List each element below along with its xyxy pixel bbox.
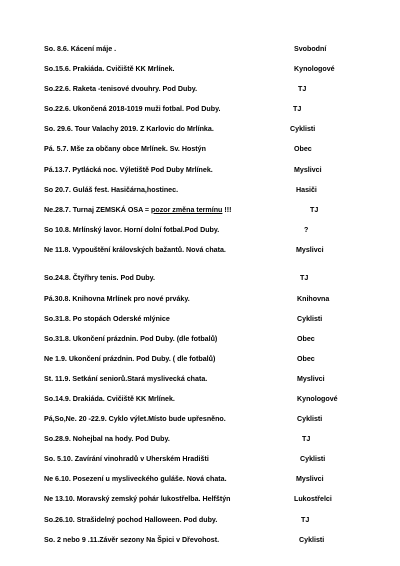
event-row xyxy=(44,433,384,445)
event-row xyxy=(44,43,384,55)
event-text: Ne 13.10. Moravský zemský pohár lukostřelba. Helfštýn xyxy=(44,495,231,504)
event-row xyxy=(44,293,384,305)
event-organizer: Cyklisti xyxy=(299,535,325,544)
event-organizer: ? xyxy=(304,225,309,234)
event-row xyxy=(44,103,384,115)
event-organizer: Lukostřelci xyxy=(294,495,332,504)
event-row xyxy=(44,224,384,236)
event-organizer: Cyklisti xyxy=(297,314,323,323)
event-row xyxy=(44,63,384,75)
event-text: So.22.6. Ukončená 2018-1019 muži fotbal. Pod Duby. xyxy=(44,105,221,114)
event-text: St. 11.9. Setkání seniorů.Stará myslivecká chata. xyxy=(44,374,208,383)
event-text: So. 5.10. Zavírání vinohradů v Uherském Hradišti xyxy=(44,455,209,464)
event-row xyxy=(44,204,384,216)
event-row xyxy=(44,164,384,176)
event-row xyxy=(44,143,384,155)
event-organizer: TJ xyxy=(298,85,307,94)
event-row xyxy=(44,393,384,405)
event-organizer: Myslivci xyxy=(296,245,324,254)
event-organizer: TJ xyxy=(293,105,302,114)
event-row xyxy=(44,83,384,95)
event-text: So 20.7. Guláš fest. Hasičárna,hostinec. xyxy=(44,185,179,194)
event-row xyxy=(44,413,384,425)
event-row xyxy=(44,353,384,365)
event-row xyxy=(44,123,384,135)
event-organizer: Obec xyxy=(297,334,315,343)
event-organizer: Myslivci xyxy=(297,374,325,383)
event-text-part: !!! xyxy=(222,205,232,214)
event-organizer: TJ xyxy=(302,435,311,444)
events-list xyxy=(44,43,384,554)
event-text: Ne 1.9. Ukončení prázdnin. Pod Duby. ( dle fotbalů) xyxy=(44,354,216,363)
event-row xyxy=(44,514,384,526)
event-text: Pá.30.8. Knihovna Mrlínek pro nové prváky. xyxy=(44,294,190,303)
event-text: So. 8.6. Kácení máje . xyxy=(44,45,117,53)
event-organizer: Kynologové xyxy=(297,395,338,403)
event-organizer: Obec xyxy=(294,145,312,154)
event-organizer: TJ xyxy=(300,274,309,283)
event-organizer: TJ xyxy=(301,515,310,524)
event-text: Pá,So,Ne. 20 -22.9. Cyklo výlet.Místo bude upřesněno. xyxy=(44,415,226,424)
event-organizer: Obec xyxy=(297,354,315,363)
event-row xyxy=(44,453,384,465)
event-text: Pá.13.7. Pytlácká noc. Výletiště Pod Duby Mrlínek. xyxy=(44,165,213,174)
event-row xyxy=(44,333,384,345)
event-organizer: Myslivci xyxy=(294,165,322,174)
event-organizer: Knihovna xyxy=(297,294,330,303)
event-text: So.28.9. Nohejbal na hody. Pod Duby. xyxy=(44,435,170,444)
event-organizer: Kynologové xyxy=(294,65,335,74)
event-text: Ne 11.8. Vypouštění královských bažantů. Nová chata. xyxy=(44,245,226,254)
event-text-part: Ne.28.7. Turnaj ZEMSKÁ OSA = xyxy=(44,205,152,214)
event-text xyxy=(44,204,231,216)
event-row xyxy=(44,473,384,485)
event-organizer: Svobodní xyxy=(294,45,327,53)
event-organizer: Myslivci xyxy=(296,475,324,484)
event-text: So.31.8. Po stopách Oderské mlýnice xyxy=(44,314,170,323)
event-row xyxy=(44,272,384,284)
event-row xyxy=(44,493,384,505)
event-row xyxy=(44,534,384,546)
event-text: So. 2 nebo 9 .11.Závěr sezony Na Špici v Dřevohost. xyxy=(44,535,220,544)
event-row xyxy=(44,184,384,196)
event-text: So.22.6. Raketa -tenisové dvouhry. Pod Duby. xyxy=(44,85,198,94)
event-organizer: Cyklisti xyxy=(290,125,316,134)
term-change-warning: pozor změna termínu xyxy=(151,205,223,214)
event-row xyxy=(44,373,384,385)
event-text: So.24.8. Čtyřhry tenis. Pod Duby. xyxy=(44,274,156,283)
event-text: So.14.9. Drakiáda. Cvičiště KK Mrlínek. xyxy=(44,395,175,403)
event-organizer: Hasiči xyxy=(296,185,317,194)
event-text: So.15.6. Prakiáda. Cvičiště KK Mrlínek. xyxy=(44,65,175,74)
event-row xyxy=(44,244,384,256)
event-text: Ne 6.10. Posezení u mysliveckého guláše. Nová chata. xyxy=(44,475,227,484)
event-row xyxy=(44,313,384,325)
event-organizer: Cyklisti xyxy=(300,455,326,464)
event-text: So.31.8. Ukončení prázdnin. Pod Duby. (dle fotbalů) xyxy=(44,334,218,343)
event-text: Pá. 5.7. Mše za občany obce Mrlínek. Sv. Hostýn xyxy=(44,145,206,154)
event-organizer: TJ xyxy=(310,205,319,214)
event-text: So.26.10. Strašidelný pochod Halloween. Pod duby. xyxy=(44,515,218,524)
event-organizer: Cyklisti xyxy=(297,415,323,424)
event-text: So. 29.6. Tour Valachy 2019. Z Karlovic do Mrlínka. xyxy=(44,125,214,134)
event-text: So 10.8. Mrlínský lavor. Horní dolní fotbal.Pod Duby. xyxy=(44,225,220,234)
